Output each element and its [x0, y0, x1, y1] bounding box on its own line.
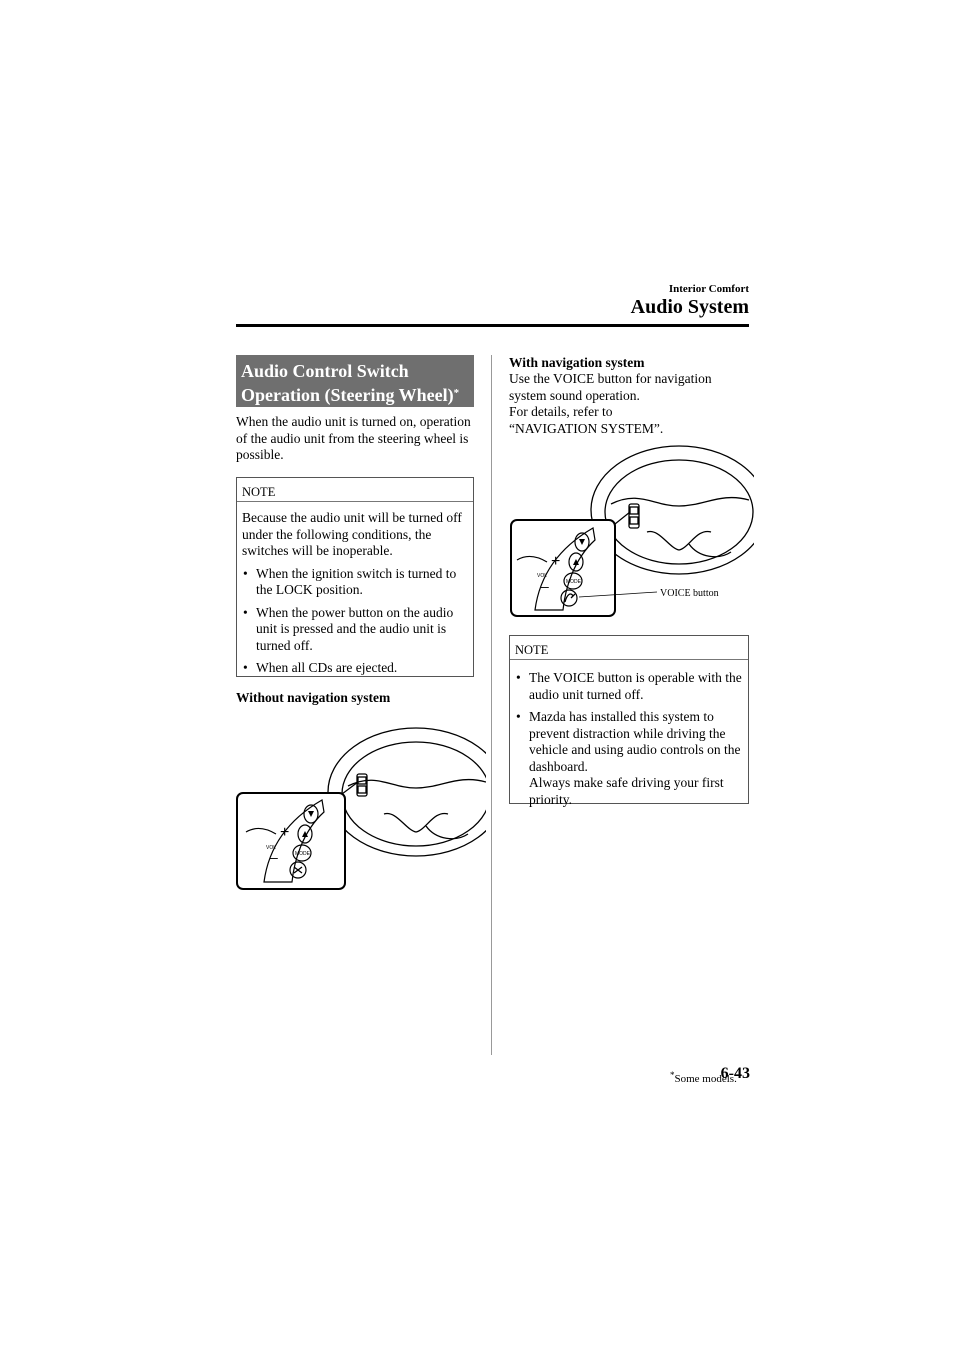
volume-down-label: – — [270, 849, 278, 865]
note-bullet: • When the ignition switch is turned to the LOCK position. — [243, 565, 457, 597]
heading-line-2: Operation (Steering Wheel) — [241, 385, 454, 405]
chapter-title: Audio System — [630, 296, 749, 318]
nav-paragraph — [509, 371, 754, 437]
note-title: NOTE — [242, 485, 276, 499]
volume-up-label: + — [551, 553, 561, 570]
note-bullet: • When the power button on the audio unit is pressed and the audio unit is turned off. — [243, 604, 454, 653]
steering-wheel-figure-without-nav — [236, 722, 486, 892]
footnote: *Some models. — [670, 1070, 737, 1085]
note-extra: Always make safe driving your first priority. — [529, 775, 724, 807]
note-bullet: • The VOICE button is operable with the audio unit turned off. — [516, 670, 742, 702]
page-number: 6-43 — [720, 1065, 750, 1082]
steering-wheel-figure-with-nav — [509, 440, 754, 620]
section-heading — [236, 355, 474, 407]
volume-down-label: – — [541, 578, 549, 594]
intro-paragraph: When the audio unit is turned on, operation of the audio unit from the steering wheel is possible. — [236, 414, 471, 462]
subheading-with-nav: With navigation system — [509, 355, 645, 370]
nav-text-line: Use the VOICE button for navigation — [509, 371, 712, 386]
inset-frame — [511, 520, 615, 616]
volume-up-label: + — [280, 824, 290, 841]
note-text: Because the audio unit will be turned off under the following conditions, the switches will be inoperable. — [242, 510, 462, 558]
note-bullet: • Mazda has installed this system to prevent distraction while driving the vehicle and using audio controls on the dashboard. Always make safe driving your first priority. — [516, 709, 741, 807]
vol-label: VOL — [266, 845, 277, 851]
steering-wheel — [328, 728, 486, 856]
mode-button-label: MODE — [295, 851, 310, 857]
section-title: Interior Comfort — [668, 283, 749, 295]
heading-line-1: Audio Control Switch — [241, 361, 409, 381]
header-rule — [236, 324, 749, 327]
note-title: NOTE — [515, 643, 549, 657]
nav-text-line: For details, refer to — [509, 404, 613, 419]
vol-label: VOL — [537, 573, 548, 579]
note-bullet: • When all CDs are ejected. — [243, 660, 398, 675]
voice-button-label: VOICE button — [660, 588, 719, 599]
nav-text-line: system sound operation. — [509, 387, 640, 403]
some-models-marker: * — [453, 387, 460, 399]
mode-button-label: MODE — [566, 579, 581, 585]
subheading-without-nav: Without navigation system — [236, 690, 391, 705]
nav-text-line: “NAVIGATION SYSTEM”. — [509, 420, 664, 436]
note-box-right — [509, 635, 749, 807]
note-box-left — [236, 477, 474, 677]
column-divider — [491, 355, 492, 1055]
